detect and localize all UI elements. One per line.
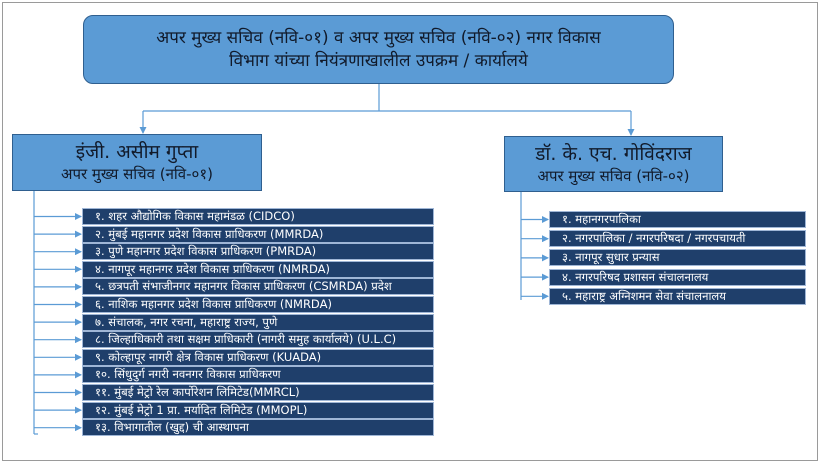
list-item: ११. मुंबई मेट्रो रेल कार्पोरेशन लिमिटेड(MMRCL): [82, 384, 434, 401]
list-item: १०. सिंधुदुर्ग नगरी नवनगर विकास प्राधिकरण: [82, 366, 434, 383]
officer-box-right: [504, 136, 723, 192]
officer-title: अपर मुख्य सचिव (नवि-०२): [537, 166, 690, 185]
list-item: ९. कोल्हापूर नागरी क्षेत्र विकास प्राधिकरण (KUADA): [82, 349, 434, 366]
officer-box-left: [12, 134, 262, 191]
list-item: ४. नगरपरिषद प्रशासन संचालनालय: [549, 269, 806, 286]
header-line-1: अपर मुख्य सचिव (नवि-०१) व अपर मुख्य सचिव (नवि-०२) नगर विकास: [156, 27, 601, 48]
list-item: ७. संचालक, नगर रचना, महाराष्ट्र राज्य, पुणे: [82, 314, 434, 331]
officer-name: इंजी. असीम गुप्ता: [75, 141, 199, 163]
list-item: १३. विभागातील (खुद्द) ची आस्थापना: [82, 419, 434, 436]
list-item: ३. पुणे महानगर प्रदेश विकास प्राधिकरण (PMRDA): [82, 243, 434, 260]
list-item: ५. छत्रपती संभाजीनगर महानगर विकास प्राधिकरण (CSMRDA) प्रदेश: [82, 278, 434, 295]
list-item: १. महानगरपालिका: [549, 211, 806, 228]
list-item: ५. महाराष्ट्र अग्निशमन सेवा संचालनालय: [549, 288, 806, 305]
list-item: २. मुंबई महानगर प्रदेश विकास प्राधिकरण (MMRDA): [82, 226, 434, 243]
officer-title: अपर मुख्य सचिव (नवि-०१): [60, 165, 214, 183]
list-item: १२. मुंबई मेट्रो 1 प्रा. मर्यादित लिमिटेड (MMOPL): [82, 402, 434, 419]
list-item: १. शहर औद्योगिक विकास महामंडळ (CIDCO): [82, 208, 434, 225]
header-box: [83, 15, 674, 84]
list-item: ६. नाशिक महानगर प्रदेश विकास प्राधिकरण (NMRDA): [82, 296, 434, 313]
list-item: ८. जिल्हाधिकारी तथा सक्षम प्राधिकारी (नागरी समुह कार्यालये) (U.L.C): [82, 331, 434, 348]
list-item: २. नगरपालिका / नगरपरिषदा / नगरपचायती: [549, 230, 806, 247]
list-item: ३. नागपूर सुधार प्रन्यास: [549, 249, 806, 266]
officer-name: डॉ. के. एच. गोविंदराज: [535, 142, 692, 165]
list-item: ४. नागपूर महानगर प्रदेश विकास प्राधिकरण (NMRDA): [82, 261, 434, 278]
header-line-2: विभाग यांच्या नियंत्रणाखालील उपक्रम / कार्यालये: [229, 50, 528, 71]
